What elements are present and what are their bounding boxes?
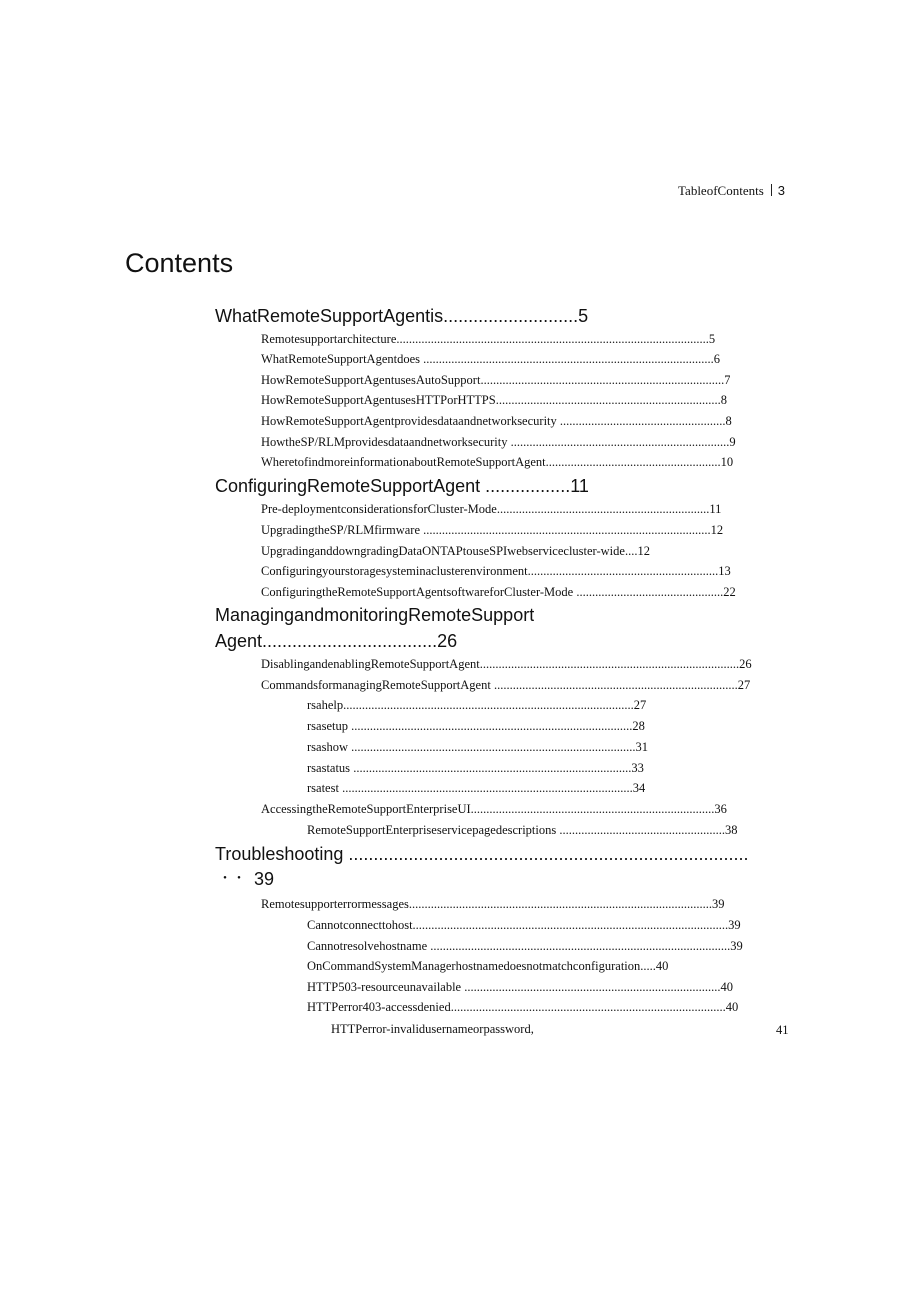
toc-entry-page-last: 41 [776,1023,789,1037]
toc-entry-page: 10 [720,455,734,469]
toc-entry-title: CommandsformanagingRemoteSupportAgent [261,678,491,692]
toc-entry[interactable] [261,330,715,348]
toc-entry-title: rsasetup [307,719,348,733]
toc-leader-dots: .............................................................................. [480,373,725,387]
toc-entry-title: HowRemoteSupportAgentusesAutoSupport [261,373,481,387]
toc-entry[interactable] [307,738,648,756]
toc-entry-title: DisablingandenablingRemoteSupportAgent [261,657,480,671]
toc-leader-dots: ..... [640,959,656,973]
toc-entry-page: 9 [729,435,736,449]
toc-entry-title: ConfiguringtheRemoteSupportAgentsoftwareforCluster-Mode [261,585,574,599]
toc-leader-dots: ................................................................................... [479,657,740,671]
toc-leader-dots: ................................................................................................. [408,897,713,911]
toc-entry-page: 26 [739,657,752,671]
toc-entry-page: 40 [655,959,669,973]
toc-entry-page: 40 [720,980,733,994]
toc-entry[interactable] [307,821,737,839]
toc-entry[interactable] [307,696,646,714]
toc-entry-title: WhatRemoteSupportAgentdoes [261,352,420,366]
header-page-number: 3 [777,183,785,198]
header-separator [771,184,772,196]
toc-leader-dots: ................................................................................ [343,844,749,864]
toc-entry-page: 22 [723,585,736,599]
toc-leader-dots: ......................................................................................... [350,761,632,775]
toc-entry-title: AccessingtheRemoteSupportEnterpriseUI [261,802,471,816]
toc-entry-title: UpgradinganddowngradingDataONTAPtouseSPIwebservicecluster-wide [261,544,625,558]
toc-leader-dots: ................................... [262,631,438,651]
toc-chapter-entry[interactable] [215,602,534,628]
toc-leader-dots: ............................................... [573,585,724,599]
toc-entry[interactable] [261,500,721,518]
toc-leader-dots: .................................................................................. [461,980,721,994]
toc-entry[interactable] [261,562,731,580]
toc-entry[interactable] [261,895,725,913]
toc-leader-dots: .................................................................................................... [396,332,709,346]
toc-entry-page: 12 [637,544,650,558]
toc-entry-page: 40 [725,1000,739,1014]
toc-chapter-entry[interactable] [215,841,749,867]
toc-leader-dots: ............................................................................................ [420,523,711,537]
toc-leader-dots: .......................................................................................... [347,719,633,733]
toc-entry-title: RemoteSupportEnterpriseservicepagedescriptions [307,823,557,837]
toc-entry-title: rsahelp [307,698,344,712]
toc-entry[interactable] [261,800,727,818]
toc-entry-page: 39 [730,939,743,953]
toc-entry-title: HowRemoteSupportAgentprovidesdataandnetworksecurity [261,414,557,428]
toc-leader-dots: ................. [480,476,571,496]
toc-entry-page: 12 [710,523,724,537]
toc-entry[interactable] [307,717,645,735]
toc-entry-title: Remotesupportarchitecture [261,332,397,346]
toc-entry-title: WheretofindmoreinformationaboutRemoteSupportAgent [261,455,546,469]
toc-entry-page: 39 [712,897,725,911]
toc-leader-dots: .............................................................................. [490,678,738,692]
toc-entry-title: Agent [215,631,263,651]
toc-leader-dots: .................................................................... [496,502,710,516]
toc-entry-page: 8 [720,393,727,407]
toc-entry[interactable] [261,350,720,368]
toc-entry[interactable] [261,412,732,430]
toc-leader-dots: ..................................................... [556,414,726,428]
toc-chapter-page-line [218,868,274,890]
toc-entry-title: HowtheSP/RLMprovidesdataandnetworksecurity [261,435,508,449]
toc-entry-title-last[interactable]: HTTPerror-invalidusernameorpassword, [331,1022,534,1036]
toc-entry-page: 26 [437,631,458,651]
toc-entry-page: 5 [578,306,589,326]
toc-chapter-entry[interactable] [215,303,588,329]
toc-entry-title: Pre-deploymentconsiderationsforCluster-Mode [261,502,497,516]
toc-entry-page: 5 [708,332,716,346]
toc-entry-title: Remotesupporterrormessages [261,897,409,911]
header-section-title: TableofContents [678,183,764,198]
toc-entry-title: HTTP503-resourceunavailable [307,980,462,994]
toc-leader-dots: ............................................................. [527,564,719,578]
toc-entry[interactable] [307,759,644,777]
toc-entry-page: 7 [724,373,731,387]
toc-leader-dots: ........................................................ [545,455,721,469]
toc-entry-page: 6 [713,352,720,366]
toc-leader-dots: ..................................................... [556,823,725,837]
toc-entry-page: 31 [635,740,648,754]
toc-entry-title: rsatest [307,781,339,795]
toc-entry[interactable] [261,453,733,471]
toc-chapter-entry-continued[interactable] [215,628,457,654]
toc-entry-title: Troubleshooting [215,844,344,864]
toc-leader-dots: ........................................................................................ [450,1000,726,1014]
toc-entry[interactable] [307,916,741,934]
toc-entry-page: 28 [632,719,645,733]
toc-leader-dots: ............................................................................................. [338,781,633,795]
toc-entry[interactable] [261,583,736,601]
toc-entry[interactable] [261,676,750,694]
toc-entry-title: Configuringyourstoragesysteminaclusterenvironment [261,564,528,578]
toc-entry-title: ConfiguringRemoteSupportAgent [215,476,481,496]
toc-leader-dots: ...................................................................... [507,435,730,449]
toc-entry-page: 11 [570,476,589,496]
toc-entry[interactable] [261,433,736,451]
toc-entry-title: Cannotresolvehostname [307,939,428,953]
toc-entry-title: WhatRemoteSupportAgentis [215,306,444,326]
toc-entry-title: OnCommandSystemManagerhostnamedoesnotmatchconfiguration [307,959,641,973]
toc-leader-dots: ........................................................................................... [347,740,636,754]
toc-leader-dots: ............................................................................................. [343,698,634,712]
toc-entry[interactable] [307,937,743,955]
running-header [678,183,785,199]
toc-entry-page: 39 [728,918,741,932]
toc-leader-dots: ............................................................................................. [420,352,714,366]
toc-entry-title: HTTPerror403-accessdenied [307,1000,451,1014]
toc-entry-page: 11 [709,502,722,516]
toc-entry-title: UpgradingtheSP/RLMfirmware [261,523,421,537]
toc-entry-title: Cannotconnecttohost [307,918,413,932]
toc-entry-page: 8 [725,414,732,428]
toc-entry-page: 39 [254,869,275,889]
toc-entry[interactable] [307,779,645,797]
toc-entry-title: HowRemoteSupportAgentusesHTTPorHTTPS [261,393,496,407]
toc-entry[interactable] [261,391,727,409]
page-title: Contents [125,248,234,278]
toc-entry-title: rsashow [307,740,348,754]
toc-leader-dots: .............................................................................. [470,802,715,816]
toc-leader-dots: ................................................................................................ [427,939,731,953]
toc-chapter-entry[interactable] [215,473,589,499]
bullet-marks: ・・ [218,870,246,886]
toc-entry[interactable] [261,521,723,539]
toc-entry-title: ManagingandmonitoringRemoteSupport [215,605,535,625]
toc-entry[interactable] [261,542,650,560]
toc-entry-page: 27 [633,698,647,712]
toc-leader-dots: ........................... [443,306,579,326]
toc-entry-page: 34 [632,781,646,795]
toc-entry-page: 13 [718,564,731,578]
toc-entry-page: 27 [737,678,751,692]
toc-leader-dots: .... [624,544,638,558]
toc-entry[interactable] [307,957,668,975]
toc-entry-page: 33 [631,761,644,775]
toc-leader-dots: ..................................................................................................... [412,918,729,932]
toc-entry-page: 36 [714,802,727,816]
toc-entry-title: rsastatus [307,761,351,775]
toc-leader-dots: ........................................................................ [495,393,721,407]
toc-entry-page: 38 [724,823,738,837]
toc-entry[interactable] [307,978,733,996]
toc-entry[interactable] [261,655,752,673]
toc-entry[interactable] [307,998,738,1016]
toc-entry[interactable] [261,371,730,389]
